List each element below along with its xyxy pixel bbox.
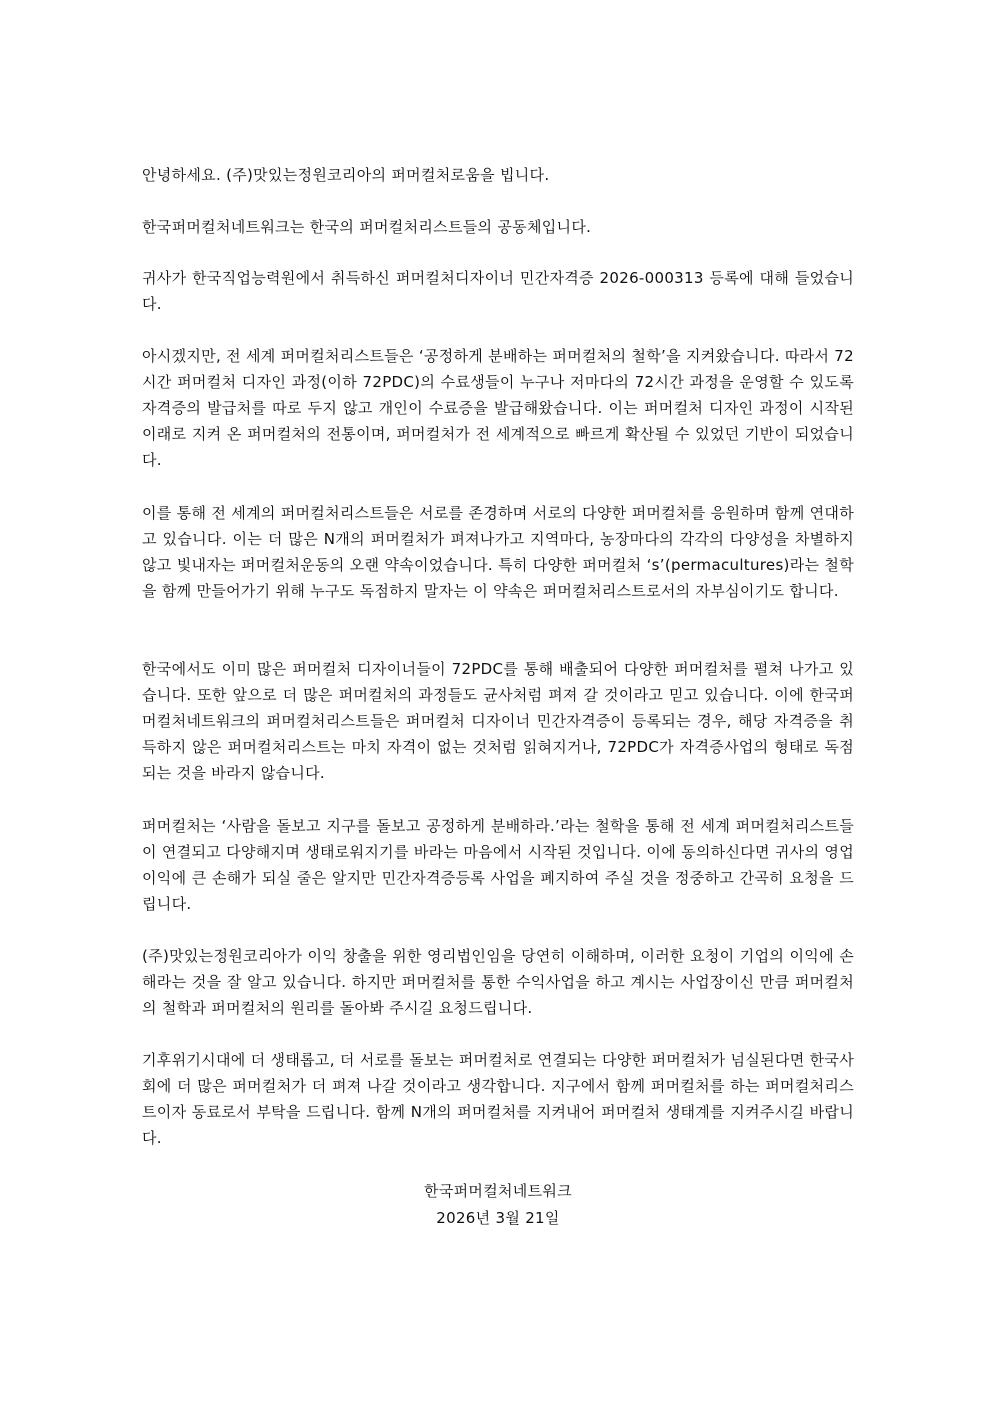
intro-paragraph: 한국퍼머컬처네트워크는 한국의 퍼머컬처리스트들의 공동체입니다. — [142, 218, 592, 236]
certificate-paragraph: 귀사가 한국직업능력원에서 취득하신 퍼머컬처디자이너 민간자격증 2026-000313 등록에 대해 들었습니다. — [142, 269, 854, 313]
greeting-paragraph: 안녕하세요. (주)맛있는정원코리아의 퍼머컬처로움을 빕니다. — [142, 166, 550, 184]
philosophy-paragraph: 아시겠지만, 전 세계 퍼머컬처리스트들은 ‘공정하게 분배하는 퍼머컬처의 철학’을 지켜왔습니다. 따라서 72시간 퍼머컬처 디자인 과정(이하 72PDC)의 수료생들이 누구나 저마다의 72시간 과정을 운영할 수 있도록 자격증의 발급처를 따로 두지 않고 개인이 수료증을 발급해왔습니다. 이는 퍼머컬처 디자인 과정이 시작된 이래로 지켜 온 퍼머컬처의 전통이며, 퍼머컬처가 전 세계적으로 빠르게 확산될 수 있었던 기반이 되었습니다. — [142, 347, 854, 469]
sender-signature: 한국퍼머컬처네트워크 — [424, 1182, 572, 1200]
letter-date: 2026년 3월 21일 — [436, 1209, 560, 1227]
closing-paragraph: 기후위기시대에 더 생태롭고, 더 서로를 돌보는 퍼머컬처로 연결되는 다양한 퍼머컬처가 넘실된다면 한국사회에 더 많은 퍼머컬처가 더 펴져 나갈 것이라고 생각합니다. 지구에서 함께 퍼머컬처를 하는 퍼머컬처리스트이자 동료로서 부탁을 드립니다. 함께 N개의 퍼머컬처를 지켜내어 퍼머컬처 생태계를 지켜주시길 바랍니다. — [142, 1051, 854, 1147]
request-paragraph: 퍼머컬처는 ‘사람을 돌보고 지구를 돌보고 공정하게 분배하라.’라는 철학을 통해 전 세계 퍼머컬처리스트들이 연결되고 다양해지며 생태로워지기를 바라는 마음에서 시작된 것입니다. 이에 동의하신다면 귀사의 영업 이익에 큰 손해가 되실 줄은 알지만 민간자격증등록 사업을 폐지하여 주실 것을 정중하고 간곡히 요청을 드립니다. — [142, 817, 854, 913]
korea-paragraph: 한국에서도 이미 많은 퍼머컬처 디자이너들이 72PDC를 통해 배출되어 다양한 퍼머컬처를 펼쳐 나가고 있습니다. 또한 앞으로 더 많은 퍼머컬처의 과정들도 균사처럼 펴져 갈 것이라고 믿고 있습니다. 이에 한국퍼머컬처네트워크의 퍼머컬처리스트들은 퍼머컬처 디자이너 민간자격증이 등록되는 경우, 해당 자격증을 취득하지 않은 퍼머컬처리스트는 마치 자격이 없는 것처럼 읽혀지거나, 72PDC가 자격증사업의 형태로 독점되는 것을 바라지 않습니다. — [142, 660, 854, 782]
solidarity-paragraph: 이를 통해 전 세계의 퍼머컬처리스트들은 서로를 존경하며 서로의 다양한 퍼머컬처를 응원하며 함께 연대하고 있습니다. 이는 더 많은 N개의 퍼머컬처가 펴져나가고 지역마다, 농장마다의 각각의 다양성을 차별하지 않고 빛내자는 퍼머컬처운동의 오랜 약속이었습니다. 특히 다양한 퍼머컬처 ‘s’(permacultures)라는 철학을 함께 만들어가기 위해 누구도 독점하지 말자는 이 약속은 퍼머컬처리스트로서의 자부심이기도 합니다. — [142, 504, 854, 600]
business-paragraph: (주)맛있는정원코리아가 이익 창출을 위한 영리법인임을 당연히 이해하며, 이러한 요청이 기업의 이익에 손해라는 것을 잘 알고 있습니다. 하지만 퍼머컬처를 통한 수익사업을 하고 계시는 사업장이신 만큼 퍼머컬처의 철학과 퍼머컬처의 원리를 돌아봐 주시길 요청드립니다. — [142, 947, 854, 1017]
